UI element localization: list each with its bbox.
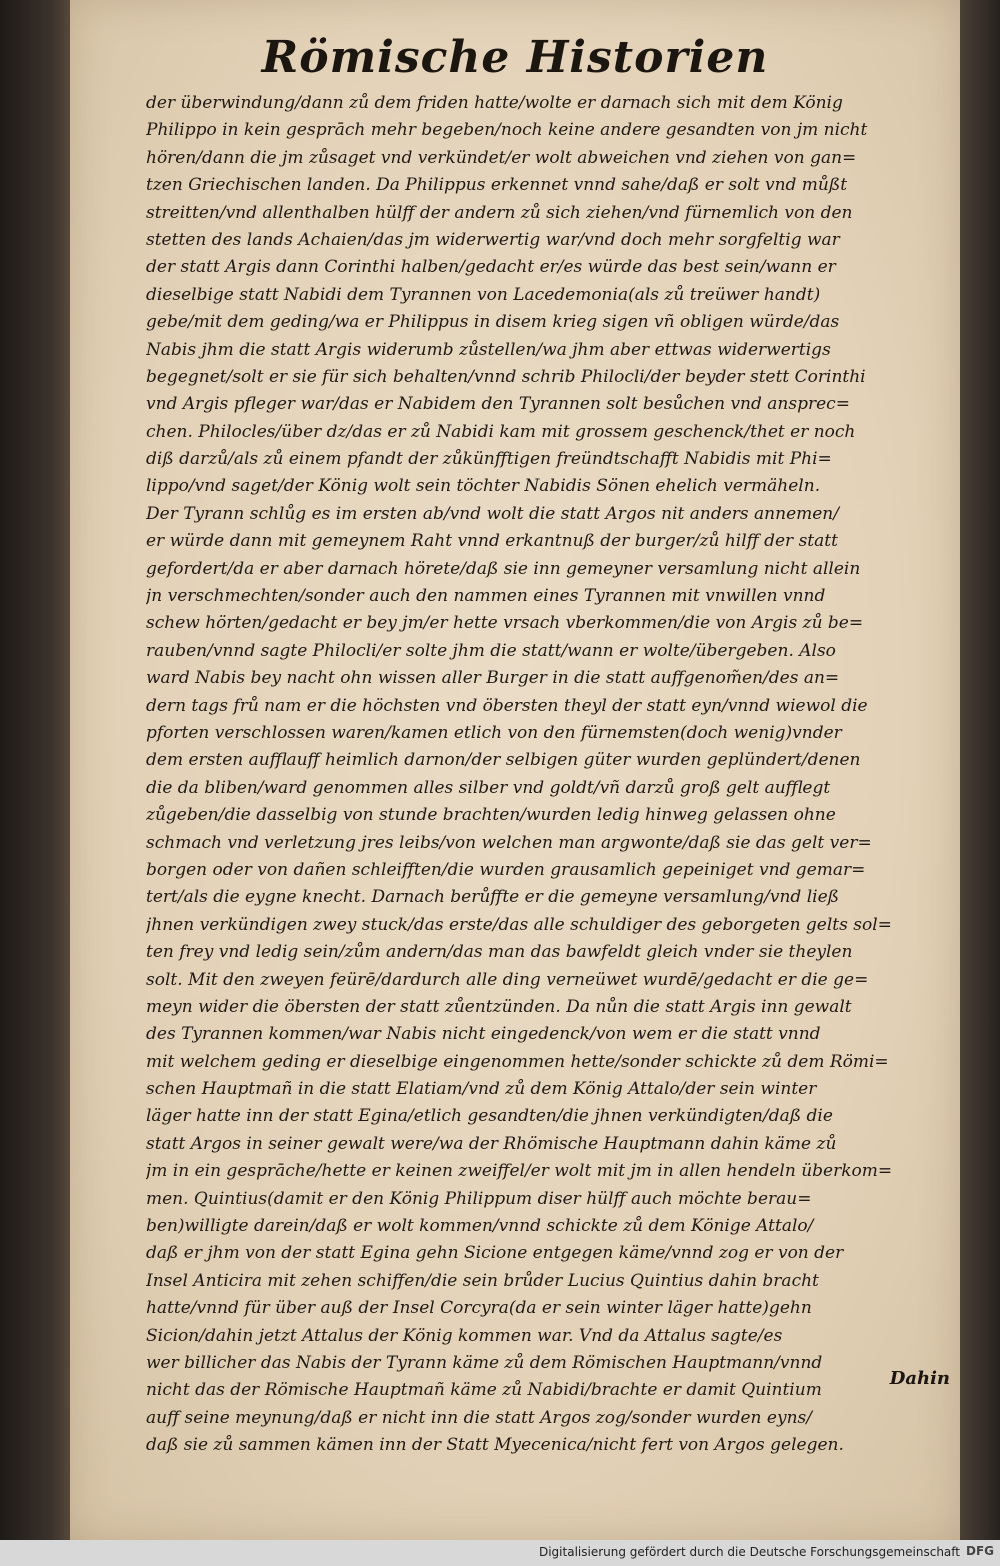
book-gutter-left bbox=[0, 0, 72, 1566]
text-line: wer billicher das Nabis der Tyrann käme zů dem Römischen Hauptmann/vnnd bbox=[146, 1352, 823, 1373]
text-line: die da bliben/ward genommen alles silber vnd goldt/vñ darzů groß gelt aufflegt bbox=[146, 777, 831, 798]
text-line: vnd Argis pfleger war/das er Nabidem den Tyrannen solt besůchen vnd ansprec= bbox=[146, 394, 850, 415]
text-line: dieselbige statt Nabidi dem Tyrannen von Lacedemonia(als zů treüwer handt) bbox=[146, 284, 821, 305]
text-line: pforten verschlossen waren/kamen etlich von den fürnemsten(doch wenig)vnder bbox=[146, 722, 842, 743]
text-line: ward Nabis bey nacht ohn wissen aller Burger in die statt auffgenom̃en/des an= bbox=[146, 668, 840, 689]
text-line: statt Argos in seiner gewalt were/wa der Rhömische Hauptmann dahin käme zů bbox=[146, 1133, 837, 1154]
text-line: auff seine meynung/daß er nicht inn die statt Argos zog/sonder wurden eyns/ bbox=[146, 1407, 812, 1428]
footer-funding-text: Digitalisierung gefördert durch die Deutsche Forschungsgemeinschaft bbox=[538, 1545, 960, 1559]
text-line: solt. Mit den zweyen feürē/dardurch alle ding verneüwet wurdē/gedacht er die ge= bbox=[146, 969, 869, 990]
text-line: mit welchem geding er dieselbige eingenommen hette/sonder schickte zů dem Römi= bbox=[146, 1051, 889, 1072]
text-line: daß er jhm von der statt Egina gehn Sicione entgegen käme/vnnd zog er von der bbox=[146, 1243, 844, 1264]
text-line: gebe/mit dem geding/wa er Philippus in disem krieg sigen vñ obligen würde/das bbox=[146, 312, 840, 333]
text-line: lippo/vnd saget/der König wolt sein töchter Nabidis Sönen ehelich vermäheln. bbox=[146, 476, 821, 497]
text-line: zůgeben/die dasselbig von stunde brachten/wurden ledig hinweg gelassen ohne bbox=[146, 805, 836, 826]
footer-bar bbox=[0, 1540, 1000, 1566]
text-line: begegnet/solt er sie für sich behalten/vnnd schrib Philocli/der beyder stett Corinthi bbox=[146, 366, 866, 387]
text-line: hören/dann die jm zůsaget vnd verkündet/er wolt abweichen vnd ziehen von gan= bbox=[146, 147, 857, 168]
text-line: nicht das der Römische Hauptmañ käme zů Nabidi/brachte er damit Quintium bbox=[146, 1380, 822, 1401]
text-line: chen. Philocles/über dz/das er zů Nabidi kam mit grossem geschenck/thet er noch bbox=[146, 421, 856, 442]
text-line: er würde dann mit gemeynem Raht vnnd erkantnuß der burger/zů hilff der statt bbox=[146, 531, 838, 552]
text-line: Sicion/dahin jetzt Attalus der König kommen war. Vnd da Attalus sagte/es bbox=[146, 1325, 783, 1346]
text-line: Nabis jhm die statt Argis widerumb zůstellen/wa jhm aber ettwas widerwertigs bbox=[146, 339, 831, 360]
text-line: jn verschmechten/sonder auch den nammen eines Tyrannen mit vnwillen vnnd bbox=[146, 586, 826, 607]
text-line: tert/als die eygne knecht. Darnach berůffte er die gemeyne versamlung/vnd ließ bbox=[146, 887, 840, 908]
text-line: jhnen verkündigen zwey stuck/das erste/das alle schuldiger des geborgeten gelts sol= bbox=[146, 914, 892, 935]
scanned-page bbox=[70, 0, 960, 1540]
text-line: schen Hauptmañ in die statt Elatiam/vnd zů dem König Attalo/der sein winter bbox=[146, 1079, 817, 1100]
text-line: läger hatte inn der statt Egina/etlich gesandten/die jhnen verkündigten/daß die bbox=[146, 1106, 833, 1127]
text-line: rauben/vnnd sagte Philocli/er solte jhm die statt/wann er wolte/übergeben. Also bbox=[146, 640, 836, 661]
text-line: ten frey vnd ledig sein/zům andern/das man das bawfeldt gleich vnder sie theylen bbox=[146, 942, 853, 963]
text-line: men. Quintius(damit er den König Philippum diser hülff auch möchte berau= bbox=[146, 1188, 812, 1209]
text-line: meyn wider die öbersten der statt zůentzünden. Da nůn die statt Argis inn gewalt bbox=[146, 996, 852, 1017]
text-line: schmach vnd verletzung jres leibs/von welchen man argwonte/daß sie das gelt ver= bbox=[146, 832, 872, 853]
catchword: Dahin bbox=[889, 1368, 950, 1389]
text-line: schew hörten/gedacht er bey jm/er hette vrsach vberkommen/die von Argis zů be= bbox=[146, 613, 864, 634]
body-text bbox=[146, 90, 946, 1460]
text-line: stetten des lands Achaien/das jm widerwertig war/vnd doch mehr sorgfeltig war bbox=[146, 229, 840, 250]
text-line: diß darzů/als zů einem pfandt der zůkünfftigen freündtschafft Nabidis mit Phi= bbox=[146, 449, 832, 470]
text-line: dem ersten aufflauff heimlich darnon/der selbigen güter wurden geplündert/denen bbox=[146, 750, 861, 771]
text-line: der überwindung/dann zů dem friden hatte/wolte er darnach sich mit dem König bbox=[146, 93, 843, 113]
text-line: borgen oder von dañen schleifften/die wurden grausamlich gepeiniget vnd gemar= bbox=[146, 859, 866, 880]
text-line: dern tags frů nam er die höchsten vnd öbersten theyl der statt eyn/vnnd wiewol die bbox=[146, 695, 868, 716]
text-line: Insel Anticira mit zehen schiffen/die sein brůder Lucius Quintius dahin bracht bbox=[146, 1270, 819, 1291]
text-line: der statt Argis dann Corinthi halben/gedacht er/es würde das best sein/wann er bbox=[146, 257, 836, 278]
text-line: gefordert/da er aber darnach hörete/daß sie inn gemeyner versamlung nicht allein bbox=[146, 558, 861, 579]
text-line: Der Tyrann schlůg es im ersten ab/vnd wolt die statt Argos nit anders annemen/ bbox=[146, 503, 839, 524]
text-line: daß sie zů sammen kämen inn der Statt Myecenica/nicht fert von Argos gelegen. bbox=[146, 1435, 844, 1456]
text-line: ben)willigte darein/daß er wolt kommen/vnnd schickte zů dem Könige Attalo/ bbox=[146, 1216, 814, 1237]
text-line: des Tyrannen kommen/war Nabis nicht eingedenck/von wem er die statt vnnd bbox=[146, 1024, 821, 1045]
book-edge-right bbox=[960, 0, 1000, 1566]
page-title: Römische Historien bbox=[261, 32, 769, 83]
dfg-logo-icon: DFG bbox=[965, 1544, 994, 1558]
text-line: streitten/vnd allenthalben hülff der andern zů sich ziehen/vnd fürnemlich von den bbox=[146, 202, 853, 223]
text-line: Philippo in kein gesprāch mehr begeben/noch keine andere gesandten von jm nicht bbox=[146, 120, 868, 141]
text-line: hatte/vnnd für über auß der Insel Corcyra(da er sein winter läger hatte)gehn bbox=[146, 1298, 812, 1319]
text-line: jm in ein gesprāche/hette er keinen zweiffel/er wolt mit jm in allen hendeln überkom= bbox=[146, 1161, 893, 1182]
text-line: tzen Griechischen landen. Da Philippus erkennet vnnd sahe/daß er solt vnd můßt bbox=[146, 175, 848, 196]
